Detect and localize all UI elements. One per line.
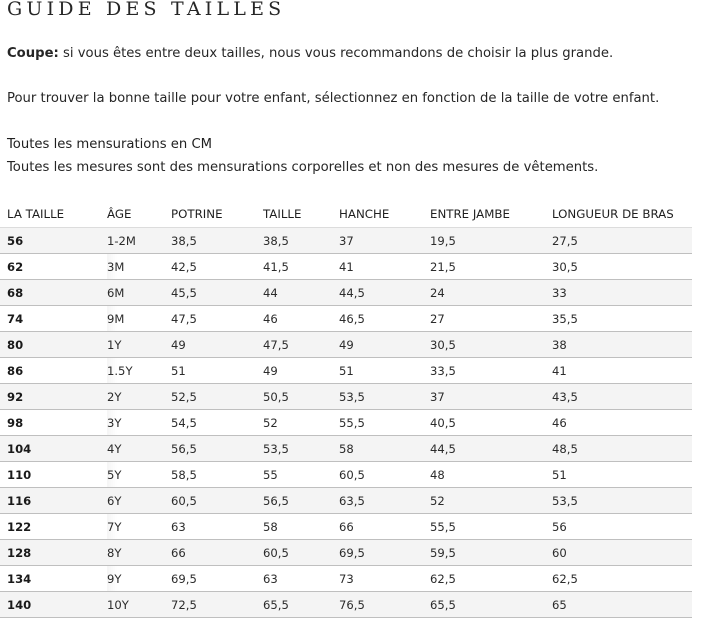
chest-cell: 72,5 <box>171 592 263 618</box>
size-cell: 128 <box>0 540 107 566</box>
header-waist: TAILLE <box>263 207 302 221</box>
fit-advice-label: Coupe: <box>7 46 59 61</box>
inseam-cell: 27 <box>430 306 552 332</box>
table-row <box>0 410 692 436</box>
waist-cell: 46 <box>263 306 339 332</box>
table-row <box>0 514 692 540</box>
arm-length-cell: 30,5 <box>552 254 692 280</box>
hip-cell: 60,5 <box>339 462 430 488</box>
chest-cell: 52,5 <box>171 384 263 410</box>
table-row <box>0 566 692 592</box>
chest-cell: 51 <box>171 358 263 384</box>
arm-length-cell: 60 <box>552 540 692 566</box>
size-cell: 62 <box>0 254 107 280</box>
waist-cell: 60,5 <box>263 540 339 566</box>
waist-cell: 50,5 <box>263 384 339 410</box>
inseam-cell: 21,5 <box>430 254 552 280</box>
chest-cell: 38,5 <box>171 228 263 254</box>
waist-cell: 58 <box>263 514 339 540</box>
waist-cell: 49 <box>263 358 339 384</box>
age-cell: 9Y <box>107 566 171 592</box>
waist-cell: 38,5 <box>263 228 339 254</box>
chest-cell: 60,5 <box>171 488 263 514</box>
inseam-cell: 37 <box>430 384 552 410</box>
hip-cell: 66 <box>339 514 430 540</box>
arm-length-cell: 27,5 <box>552 228 692 254</box>
arm-length-cell: 43,5 <box>552 384 692 410</box>
chest-cell: 54,5 <box>171 410 263 436</box>
waist-cell: 47,5 <box>263 332 339 358</box>
header-hip: HANCHE <box>339 207 390 221</box>
age-cell: 1-2M <box>107 228 171 254</box>
inseam-cell: 44,5 <box>430 436 552 462</box>
size-cell: 92 <box>0 384 107 410</box>
chest-cell: 45,5 <box>171 280 263 306</box>
measurements-title: Toutes les mensurations en CM <box>7 137 213 152</box>
size-cell: 74 <box>0 306 107 332</box>
arm-length-cell: 46 <box>552 410 692 436</box>
inseam-cell: 48 <box>430 462 552 488</box>
age-cell: 4Y <box>107 436 171 462</box>
header-inseam: ENTRE JAMBE <box>430 207 510 221</box>
size-cell: 98 <box>0 410 107 436</box>
hip-cell: 53,5 <box>339 384 430 410</box>
waist-cell: 56,5 <box>263 488 339 514</box>
inseam-cell: 59,5 <box>430 540 552 566</box>
waist-cell: 63 <box>263 566 339 592</box>
inseam-cell: 19,5 <box>430 228 552 254</box>
header-arm-length: LONGUEUR DE BRAS <box>552 207 674 221</box>
size-chart-table <box>0 201 692 618</box>
age-cell: 8Y <box>107 540 171 566</box>
age-cell: 7Y <box>107 514 171 540</box>
age-cell: 1Y <box>107 332 171 358</box>
table-row <box>0 384 692 410</box>
header-age: ÂGE <box>107 207 132 221</box>
size-cell: 134 <box>0 566 107 592</box>
arm-length-cell: 56 <box>552 514 692 540</box>
waist-cell: 52 <box>263 410 339 436</box>
arm-length-cell: 51 <box>552 462 692 488</box>
age-cell: 6Y <box>107 488 171 514</box>
arm-length-cell: 35,5 <box>552 306 692 332</box>
table-header-row <box>0 201 692 228</box>
inseam-cell: 24 <box>430 280 552 306</box>
hip-cell: 51 <box>339 358 430 384</box>
chest-cell: 63 <box>171 514 263 540</box>
age-cell: 10Y <box>107 592 171 618</box>
table-row <box>0 462 692 488</box>
table-row <box>0 488 692 514</box>
arm-length-cell: 48,5 <box>552 436 692 462</box>
hip-cell: 73 <box>339 566 430 592</box>
arm-length-cell: 33 <box>552 280 692 306</box>
table-row <box>0 280 692 306</box>
size-cell: 56 <box>0 228 107 254</box>
hip-cell: 76,5 <box>339 592 430 618</box>
waist-cell: 44 <box>263 280 339 306</box>
size-cell: 80 <box>0 332 107 358</box>
table-row <box>0 436 692 462</box>
age-cell: 5Y <box>107 462 171 488</box>
hip-cell: 69,5 <box>339 540 430 566</box>
size-cell: 86 <box>0 358 107 384</box>
waist-cell: 53,5 <box>263 436 339 462</box>
chest-cell: 47,5 <box>171 306 263 332</box>
arm-length-cell: 38 <box>552 332 692 358</box>
inseam-cell: 33,5 <box>430 358 552 384</box>
size-selection-advice: Pour trouver la bonne taille pour votre enfant, sélectionnez en fonction de la taille de votre enfant. <box>7 91 660 106</box>
table-row <box>0 540 692 566</box>
chest-cell: 49 <box>171 332 263 358</box>
arm-length-cell: 53,5 <box>552 488 692 514</box>
age-cell: 9M <box>107 306 171 332</box>
age-cell: 6M <box>107 280 171 306</box>
size-cell: 110 <box>0 462 107 488</box>
inseam-cell: 30,5 <box>430 332 552 358</box>
hip-cell: 46,5 <box>339 306 430 332</box>
size-cell: 104 <box>0 436 107 462</box>
chest-cell: 58,5 <box>171 462 263 488</box>
measurements-note: Toutes les mesures sont des mensurations corporelles et non des mesures de vêtements. <box>7 160 599 175</box>
hip-cell: 41 <box>339 254 430 280</box>
table-row <box>0 358 692 384</box>
arm-length-cell: 62,5 <box>552 566 692 592</box>
waist-cell: 41,5 <box>263 254 339 280</box>
fit-advice <box>7 46 613 61</box>
size-cell: 116 <box>0 488 107 514</box>
header-size: LA TAILLE <box>7 207 65 221</box>
waist-cell: 65,5 <box>263 592 339 618</box>
header-chest: POTRINE <box>171 207 223 221</box>
page-title: GUIDE DES TAILLES <box>7 0 286 20</box>
fit-advice-text: si vous êtes entre deux tailles, nous vous recommandons de choisir la plus grande. <box>58 46 614 61</box>
chest-cell: 56,5 <box>171 436 263 462</box>
age-cell: 3M <box>107 254 171 280</box>
age-cell: 3Y <box>107 410 171 436</box>
table-row <box>0 306 692 332</box>
size-cell: 122 <box>0 514 107 540</box>
age-cell: 2Y <box>107 384 171 410</box>
waist-cell: 55 <box>263 462 339 488</box>
inseam-cell: 52 <box>430 488 552 514</box>
inseam-cell: 65,5 <box>430 592 552 618</box>
inseam-cell: 55,5 <box>430 514 552 540</box>
hip-cell: 37 <box>339 228 430 254</box>
chest-cell: 66 <box>171 540 263 566</box>
size-cell: 140 <box>0 592 107 618</box>
table-body <box>0 228 692 618</box>
table-row <box>0 254 692 280</box>
hip-cell: 44,5 <box>339 280 430 306</box>
hip-cell: 49 <box>339 332 430 358</box>
size-cell: 68 <box>0 280 107 306</box>
hip-cell: 58 <box>339 436 430 462</box>
inseam-cell: 40,5 <box>430 410 552 436</box>
chest-cell: 69,5 <box>171 566 263 592</box>
arm-length-cell: 65 <box>552 592 692 618</box>
hip-cell: 55,5 <box>339 410 430 436</box>
table-row <box>0 332 692 358</box>
table-row <box>0 228 692 254</box>
age-cell: 1.5Y <box>107 358 171 384</box>
arm-length-cell: 41 <box>552 358 692 384</box>
inseam-cell: 62,5 <box>430 566 552 592</box>
table-row <box>0 592 692 618</box>
chest-cell: 42,5 <box>171 254 263 280</box>
hip-cell: 63,5 <box>339 488 430 514</box>
